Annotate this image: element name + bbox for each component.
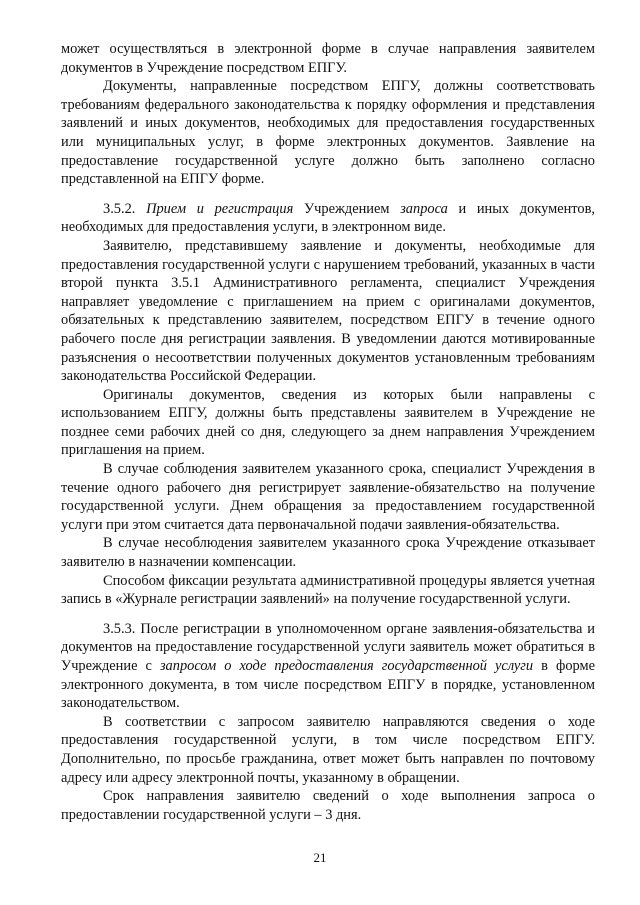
paragraph-response-deadline: Срок направления заявителю сведений о ходе выполнения запроса о предоставлении государственной услуги – 3 дня. <box>61 788 595 823</box>
text-run: и иных документов, необходимых для предоставления услуги, в электронном виде. <box>61 200 595 236</box>
page-number: 21 <box>313 850 327 865</box>
paragraph-response: В соответствии с запросом заявителю направляются сведения о ходе предоставления государственной услуги, в том числе посредством ЕПГУ. Дополнительно, по просьбе гражданина, ответ может быть направлен по почтовому адресу или адресу электронной почты, указанному в обращении. <box>61 713 595 786</box>
paragraph-notification: Заявителю, представившему заявление и документы, необходимые для предоставления государственной услуги с нарушением требований, указанных в части второй пункта 3.5.1 Административного регламента, специалист Учреждения направляет уведомление с приглашением на прием с оригиналами документов, обязательных к представлению заявителем, посредством ЕПГУ в течение одного рабочего после дня регистрации заявления. В уведомлении даются мотивированные разъяснения о несоответствии полученных документов установленным требованиям законодательства Российской Федерации. <box>61 237 595 385</box>
text-run: 3.5.3. После регистрации в уполномоченном органе заявления-обязательства и документов на предоставление государственной услуги заявитель может обратиться в Учреждение с <box>61 620 595 674</box>
italic-term: запроса <box>400 200 448 217</box>
italic-term: Прием и регистрация <box>146 200 294 217</box>
paragraph-originals: Оригиналы документов, сведения из которых были направлены с использованием ЕПГУ, должны быть представлены заявителем в Учреждение не позднее семи рабочих дней со дня, следующего за днем направления Учреждением приглашения на прием. <box>61 386 595 459</box>
text-run: Учреждением <box>293 200 401 217</box>
paragraph-deadline-compliance: В случае соблюдения заявителем указанного срока, специалист Учреждения в течение одного рабочего дня регистрирует заявление-обязательство на получение государственной услуги. Днем обращения за предоставлением государственной услуги при этом считается дата первоначальной подачи заявления-обязательства. <box>61 461 595 533</box>
document-body <box>61 40 595 824</box>
paragraph-recording-method: Способом фиксации результата административной процедуры является учетная запись в «Журнале регистрации заявлений» на получение государственной услуги. <box>61 572 595 608</box>
paragraph-continuation: может осуществляться в электронной форме в случае направления заявителем документов в Учреждение посредством ЕПГУ. <box>61 41 595 76</box>
text-run: в форме электронного документа, в том числе посредством ЕПГУ в порядке, установленном законодательством. <box>61 658 595 712</box>
section-number: 3.5.2. <box>103 200 147 217</box>
italic-term: запросом о ходе предоставления государственной услуги <box>159 658 534 674</box>
section-3-5-2-heading <box>61 200 595 237</box>
paragraph-epgu-documents: Документы, направленные посредством ЕПГУ, должны соответствовать требованиям федерального законодательства к порядку оформления и представления заявлений и иных документов, необходимых для предоставления государственных или муниципальных услуг, в форме электронных документов. Заявление на предоставление государственной услуге должно быть заполнено согласно представленной на ЕПГУ форме. <box>61 78 595 188</box>
paragraph-refusal: В случае несоблюдения заявителем указанного срока Учреждение отказывает заявителю в назначении компенсации. <box>61 535 595 571</box>
section-3-5-3 <box>61 620 595 713</box>
